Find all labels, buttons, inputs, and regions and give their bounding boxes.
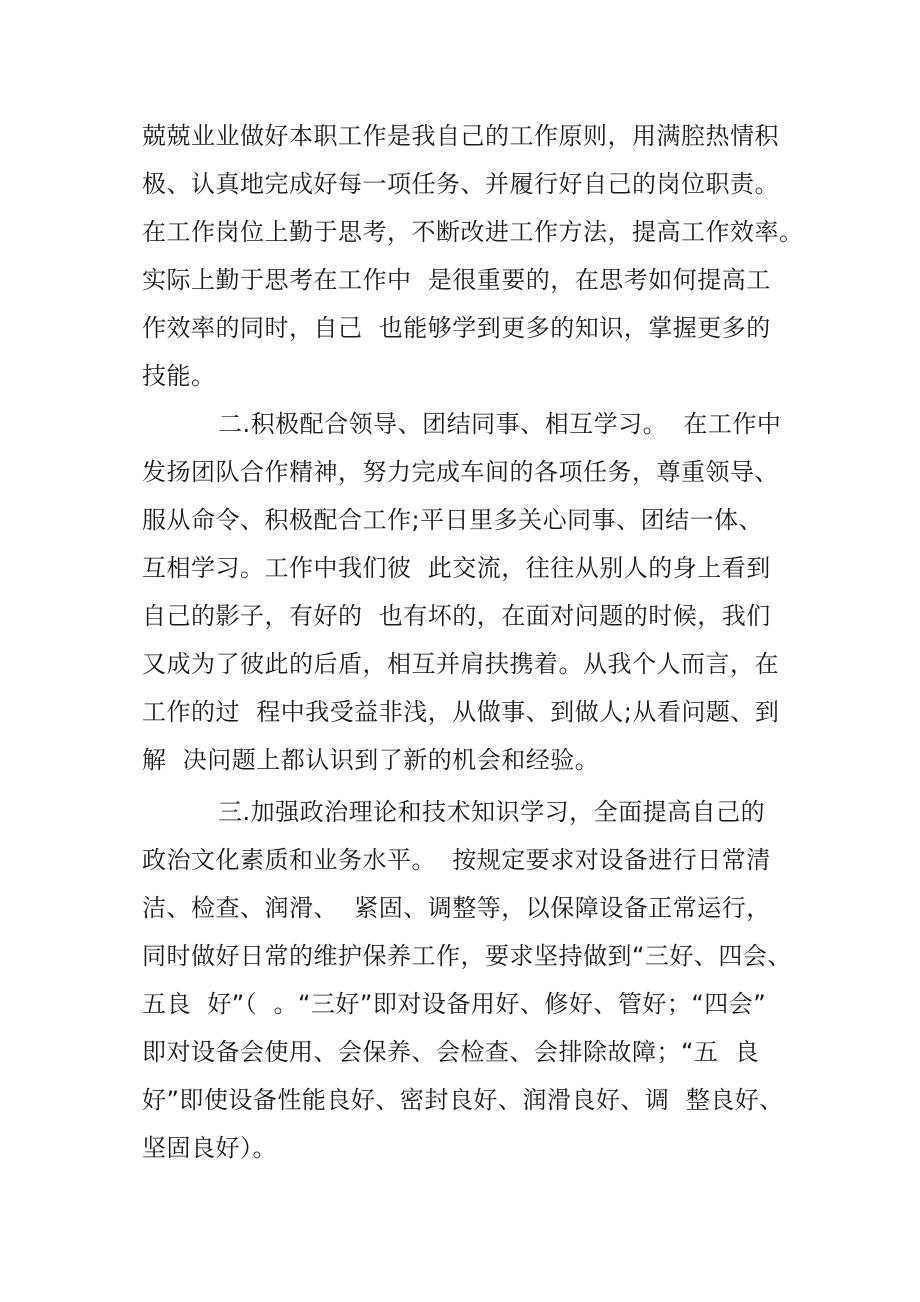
intro-line: 兢兢业业做好本职工作是我自己的工作原则，用满腔热情积 bbox=[142, 122, 779, 150]
section-three-line: 坚固良好）。 bbox=[142, 1134, 277, 1162]
intro-line: 技能。 bbox=[142, 362, 216, 390]
section-two-line: 工作的过 程中我受益非浅，从做事、到做人;从看问题、到 bbox=[142, 698, 780, 726]
section-two-line: 又成为了彼此的后盾，相互并肩扶携着。从我个人而言，在 bbox=[142, 650, 779, 678]
intro-line: 实际上勤于思考在工作中 是很重要的，在思考如何提高工 bbox=[142, 266, 771, 294]
intro-line: 在工作岗位上勤于思考，不断改进工作方法，提高工作效率。 bbox=[142, 218, 804, 246]
section-two-heading-line: 二.积极配合领导、团结同事、相互学习。 在工作中 bbox=[218, 410, 782, 438]
section-two-line: 服从命令、积极配合工作;平日里多关心同事、团结一体、 bbox=[142, 506, 764, 534]
section-three-heading-line: 三.加强政治理论和技术知识学习，全面提高自己的 bbox=[218, 798, 766, 826]
section-three-line: 五良 好”（ 。“三好”即对设备用好、修好、管好；“四会” bbox=[142, 990, 767, 1018]
section-three-line: 政治文化素质和业务水平。 按规定要求对设备进行日常清 bbox=[142, 846, 771, 874]
section-two-line: 自己的影子，有好的 也有坏的，在面对问题的时候，我们 bbox=[142, 602, 771, 630]
section-two-line: 互相学习。工作中我们彼 此交流，往往从别人的身上看到 bbox=[142, 554, 771, 582]
section-three-line: 即对设备会使用、会保养、会检查、会排除故障；“五 良 bbox=[142, 1038, 760, 1066]
section-two-line: 发扬团队合作精神，努力完成车间的各项任务，尊重领导、 bbox=[142, 458, 779, 486]
intro-line: 作效率的同时，自己 也能够学到更多的知识，掌握更多的 bbox=[142, 314, 771, 342]
section-three-line: 好”即使设备性能良好、密封良好、润滑良好、调 整良好、 bbox=[142, 1086, 784, 1114]
section-three-line: 洁、检查、润滑、 紧固、调整等，以保障设备正常运行， bbox=[142, 894, 771, 922]
intro-line: 极、认真地完成好每一项任务、并履行好自己的岗位职责。 bbox=[142, 170, 779, 198]
section-two-line: 解 决问题上都认识到了新的机会和经验。 bbox=[142, 746, 600, 774]
section-three-line: 同时做好日常的维护保养工作，要求坚持做到“三好、四会、 bbox=[142, 942, 792, 970]
